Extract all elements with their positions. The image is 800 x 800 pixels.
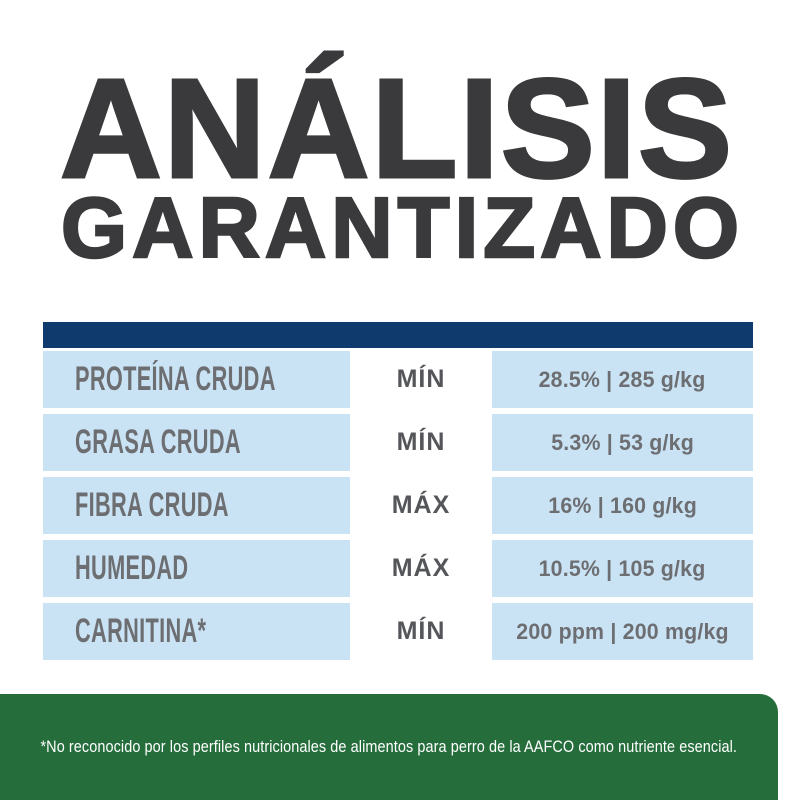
nutrient-label: CARNITINA* — [75, 612, 207, 650]
limit-label: MÍN — [396, 365, 446, 393]
nutrient-cell — [43, 477, 350, 534]
table-row — [43, 603, 753, 660]
limit-label: MÁX — [391, 554, 451, 582]
nutrient-label: HUMEDAD — [75, 549, 189, 587]
limit-cell — [350, 351, 492, 408]
limit-label: MÍN — [396, 617, 446, 645]
page-title-line1: ANÁLISIS — [60, 49, 735, 207]
limit-cell — [350, 540, 492, 597]
footnote-banner — [0, 694, 778, 800]
value-label: 28.5% | 285 g/kg — [539, 366, 706, 392]
table-row — [43, 414, 753, 471]
nutrient-label: FIBRA CRUDA — [75, 486, 229, 524]
limit-cell — [350, 477, 492, 534]
limit-cell — [350, 414, 492, 471]
table-row — [43, 351, 753, 408]
value-cell — [492, 351, 753, 408]
table-row — [43, 477, 753, 534]
table-header-bar — [43, 322, 753, 348]
value-label: 5.3% | 53 g/kg — [551, 429, 694, 455]
value-label: 200 ppm | 200 mg/kg — [516, 618, 729, 644]
value-label: 10.5% | 105 g/kg — [539, 555, 706, 581]
nutrient-cell — [43, 603, 350, 660]
table-row — [43, 540, 753, 597]
nutrient-cell — [43, 414, 350, 471]
value-cell — [492, 414, 753, 471]
nutrient-cell — [43, 351, 350, 408]
page-title-line2: GARANTIZADO — [61, 181, 744, 276]
limit-label: MÁX — [391, 491, 451, 519]
value-cell — [492, 540, 753, 597]
nutrient-label: GRASA CRUDA — [75, 423, 241, 461]
limit-label: MÍN — [396, 428, 446, 456]
nutrient-cell — [43, 540, 350, 597]
value-cell — [492, 477, 753, 534]
analysis-table — [43, 351, 753, 660]
footnote-text: *No reconocido por los perfiles nutricionales de alimentos para perro de la AAFCO como nutriente esencial. — [40, 737, 738, 756]
value-label: 16% | 160 g/kg — [548, 492, 697, 518]
value-cell — [492, 603, 753, 660]
nutrient-label: PROTEÍNA CRUDA — [75, 360, 276, 398]
limit-cell — [350, 603, 492, 660]
